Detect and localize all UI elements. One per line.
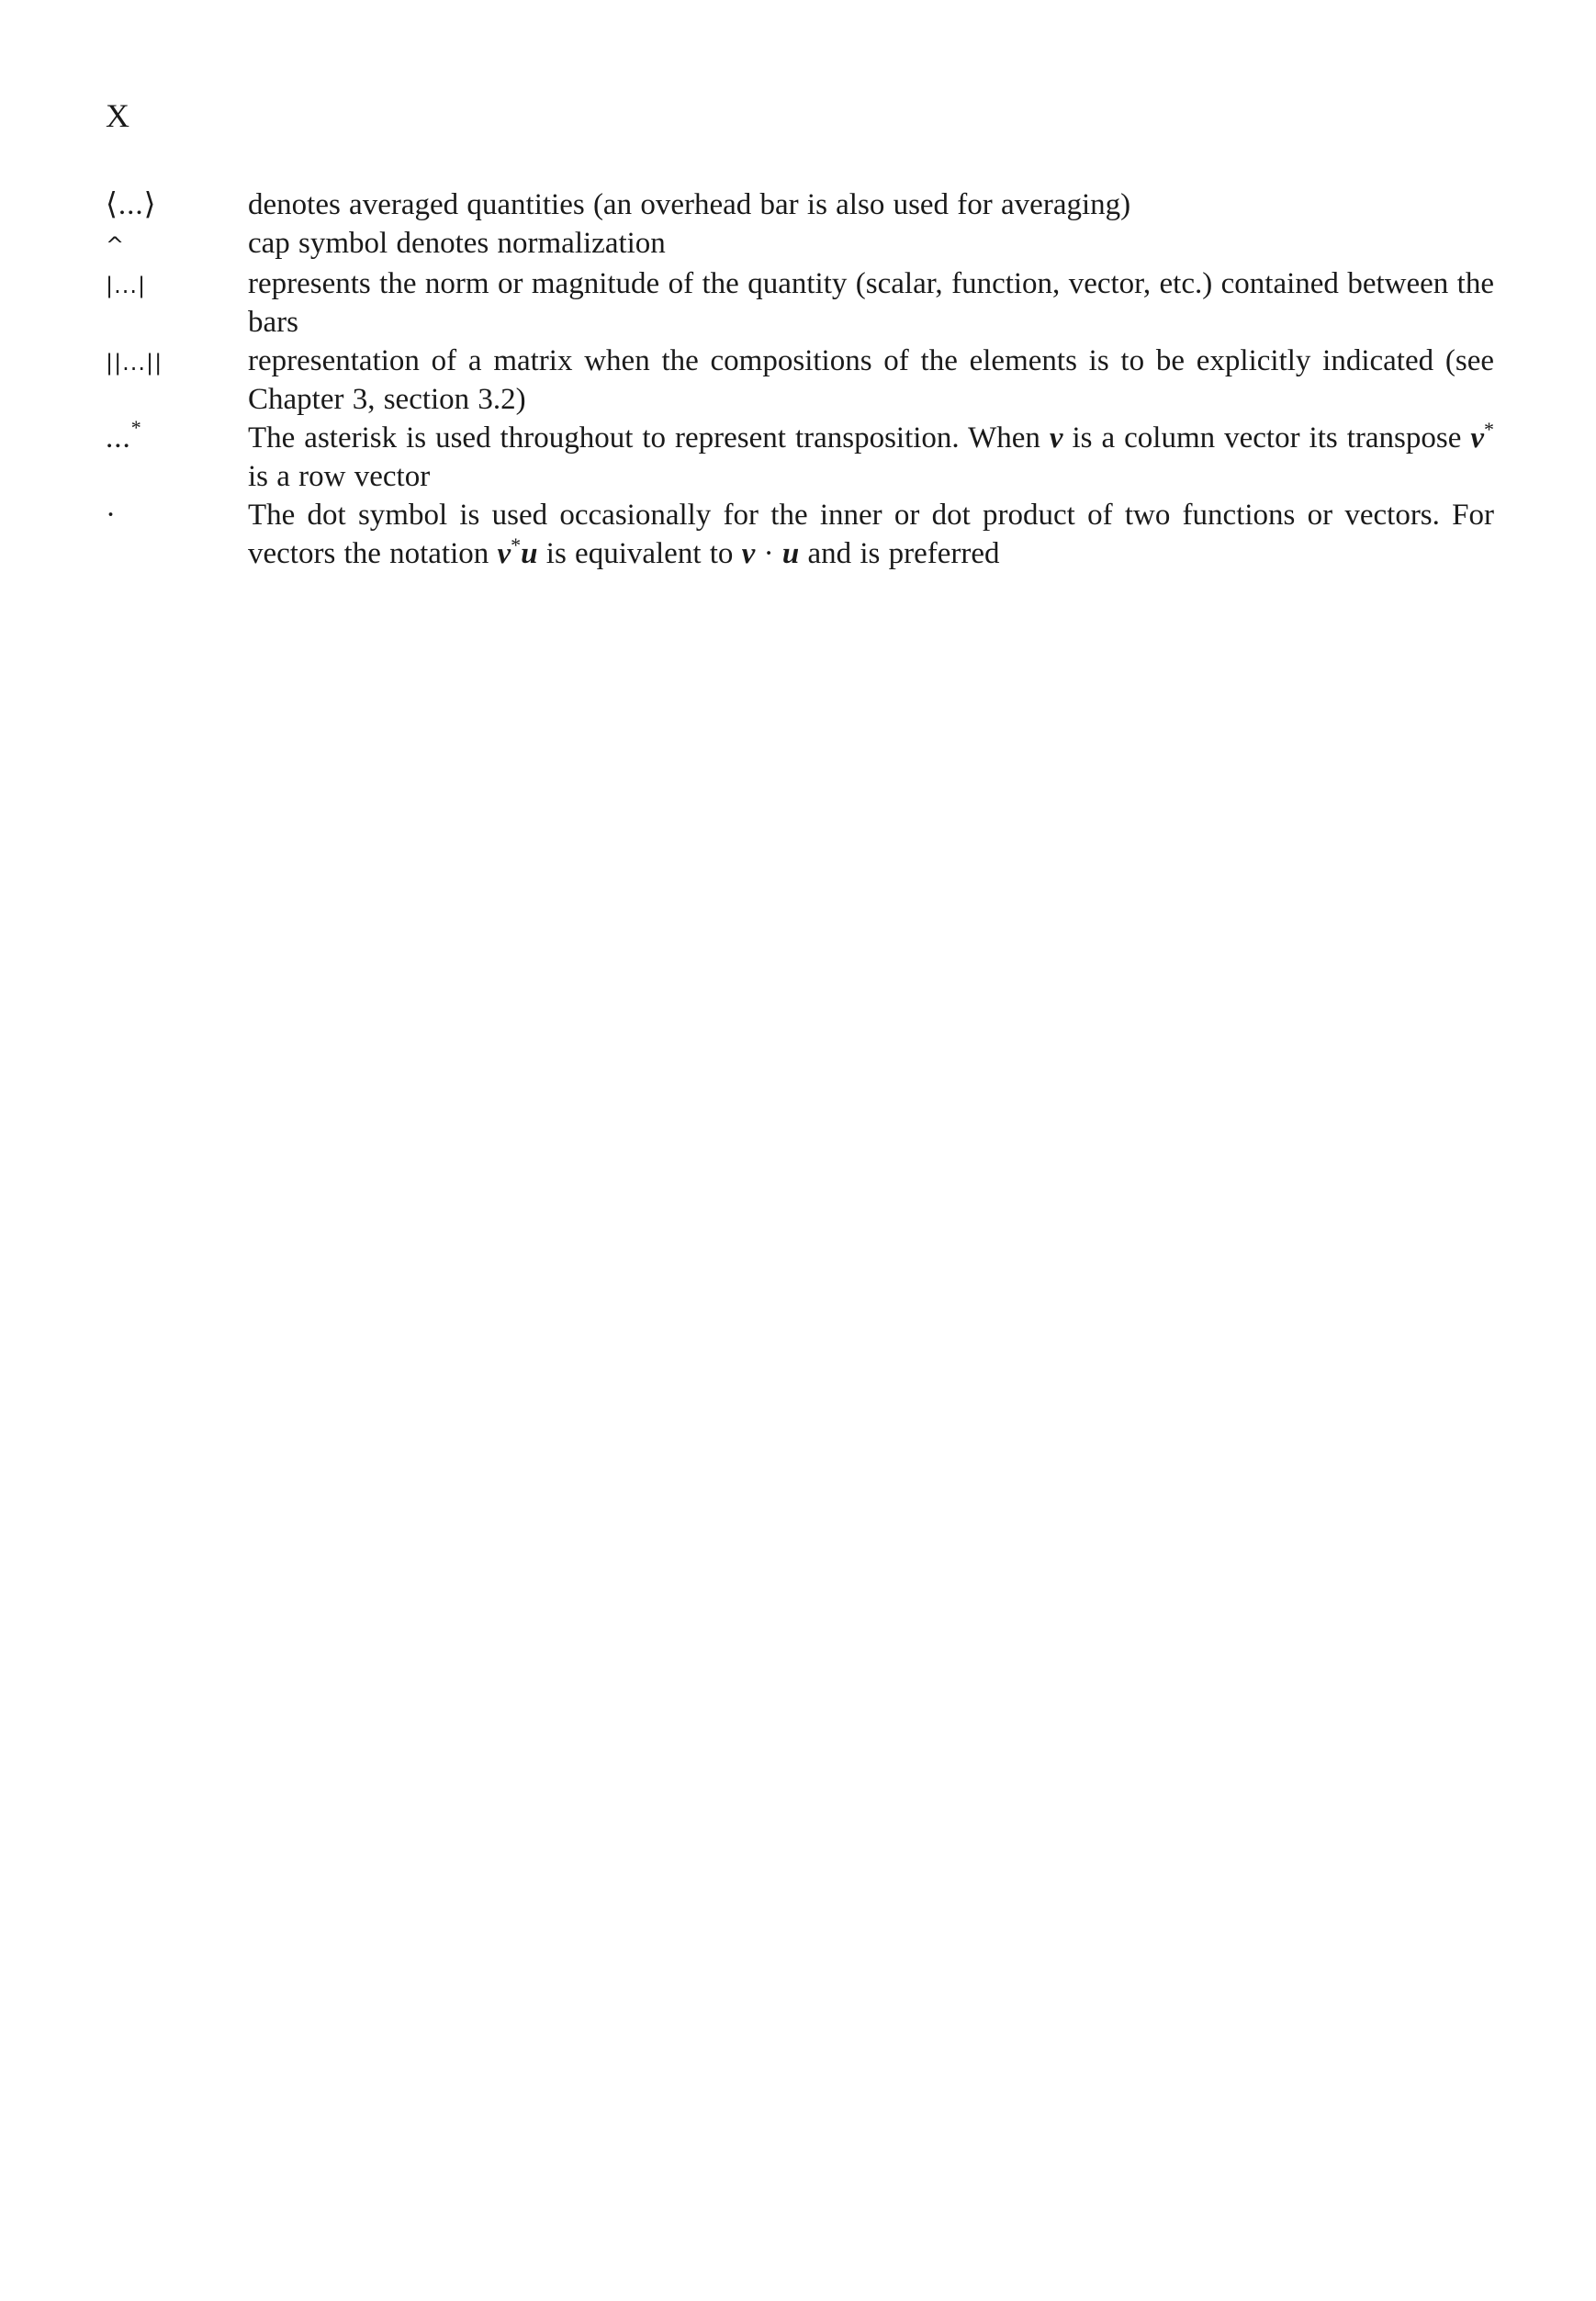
notation-entry-dot-product bbox=[106, 496, 1494, 573]
math-vector-v: ν bbox=[497, 537, 511, 570]
math-vector-u: u bbox=[781, 537, 800, 570]
notation-entry-averaging bbox=[106, 185, 1494, 224]
math-vector-v: ν bbox=[1470, 421, 1484, 455]
notation-symbol: · bbox=[106, 499, 117, 532]
notation-description: representation of a matrix when the compositions of the elements is to be explicitly indicated (see Chapter 3, section 3.2) bbox=[248, 344, 1494, 416]
notation-description bbox=[248, 419, 1494, 496]
notation-description: cap symbol denotes normalization bbox=[248, 227, 666, 260]
notation-entry-norm bbox=[106, 264, 1494, 342]
notation-symbol: ⟨...⟩ bbox=[106, 188, 157, 221]
symbol-text: ... bbox=[106, 421, 131, 455]
math-superscript: * bbox=[511, 533, 522, 556]
notation-description: denotes averaged quantities (an overhead bar is also used for averaging) bbox=[248, 188, 1131, 221]
desc-text: is a column vector its transpose bbox=[1062, 421, 1471, 455]
notation-description: represents the norm or magnitude of the quantity (scalar, function, vector, etc.) contained between the bars bbox=[248, 267, 1494, 339]
notation-symbol bbox=[106, 416, 248, 457]
notation-entry-normalization bbox=[106, 224, 1494, 264]
math-vector-v: ν bbox=[1049, 421, 1063, 455]
math-vector-v: ν bbox=[741, 537, 756, 570]
notation-symbol: |...| bbox=[106, 273, 147, 298]
notation-entry-transposition bbox=[106, 416, 1494, 496]
notation-description bbox=[248, 496, 1494, 573]
desc-text: The dot symbol is used occasionally for the inner or dot product of two functions or vectors. For vectors the notation bbox=[248, 499, 1494, 570]
page-number: X bbox=[106, 97, 130, 134]
symbol-superscript: * bbox=[130, 416, 142, 439]
math-dot-operator: · bbox=[755, 537, 782, 570]
notation-symbol: ^ bbox=[106, 232, 126, 258]
notation-symbol: ||...|| bbox=[106, 350, 163, 376]
desc-text: The asterisk is used throughout to represent transposition. When bbox=[248, 421, 1050, 455]
math-vector-u: u bbox=[521, 537, 538, 570]
math-superscript: * bbox=[1484, 418, 1494, 441]
desc-text: and is preferred bbox=[799, 537, 1000, 570]
notation-entry-matrix bbox=[106, 342, 1494, 419]
desc-text: is a row vector bbox=[248, 460, 431, 493]
desc-text: is equivalent to bbox=[537, 537, 742, 570]
notation-list bbox=[106, 185, 1494, 573]
